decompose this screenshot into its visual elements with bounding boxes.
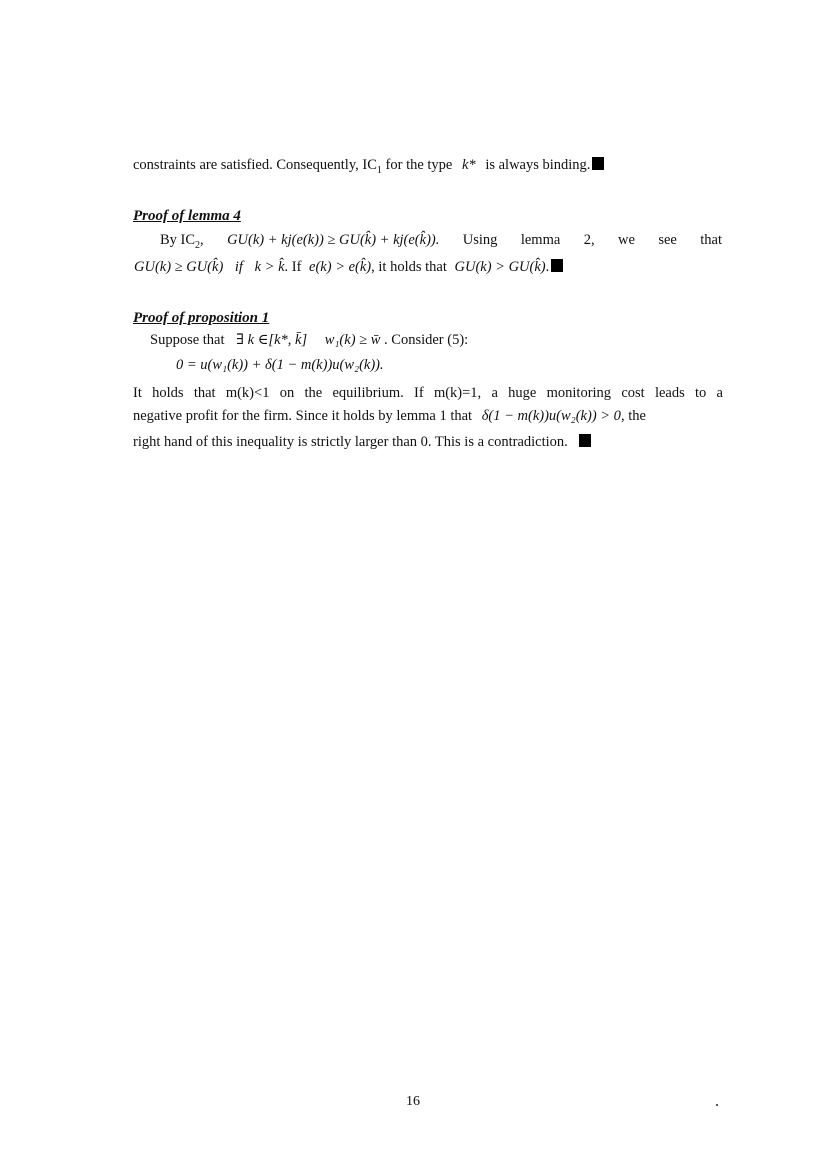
lemma4-comma: , [200, 232, 204, 248]
qed-square [592, 157, 604, 170]
consider-text: . Consider (5): [384, 332, 469, 348]
delta-inequality: δ(1 − m(k))u(w₂(k)) > 0 [481, 408, 621, 424]
gu-strict-inequality: GU(k) > GU(k̂) [454, 259, 546, 275]
w1-inequality: w₁(k) ≥ w̄ [324, 332, 381, 348]
period: . [545, 259, 550, 275]
exists-k-interval: ∃ k ∈[k*, k̄] [236, 332, 308, 348]
e-inequality: e(k) > e(k̂) [309, 259, 372, 275]
word-that: that [700, 232, 722, 248]
para-line-3-text: right hand of this inequality is strictly larger than 0. This is a contradiction. [133, 434, 568, 450]
equation-5: 0 = u(w₁(k)) + δ(1 − m(k))u(w₂(k)). [176, 357, 384, 373]
lemma4-line-2 [134, 258, 563, 276]
word-using: Using [462, 232, 498, 248]
lemma4-line-1 [134, 231, 722, 255]
gu-inequality: GU(k) ≥ GU(k̂) [134, 259, 224, 275]
para-line-2-text: negative profit for the firm. Since it holds by lemma 1 that [133, 408, 473, 424]
prop1-para-line-3 [133, 433, 591, 451]
type-kstar: k* [462, 157, 476, 173]
lemma4-by-text: By IC [160, 232, 196, 248]
heading-proof-proposition-1: Proof of proposition 1 [133, 310, 270, 326]
line1-text3: is always binding. [481, 157, 591, 173]
scan-speck [716, 1104, 718, 1106]
suppose-text: Suppose that [150, 332, 225, 348]
text-if: . If [284, 259, 302, 275]
para-line-2-end: , the [620, 408, 646, 424]
k-greater-khat: k > k̂ [254, 259, 285, 275]
line1-text: constraints are satisfied. Consequently, IC [133, 157, 377, 173]
qed-square [579, 434, 591, 447]
line1-text2: for the type [381, 157, 456, 173]
word-we: we [617, 232, 635, 248]
ic2-subscript: 2 [195, 239, 201, 251]
word-if: if [234, 259, 243, 275]
lemma4-by [160, 231, 204, 255]
word-see: see [658, 232, 677, 248]
prop1-line-1 [150, 331, 468, 349]
ic-subscript: 1 [376, 164, 382, 176]
text-line-constraints [133, 156, 604, 180]
page-number: 16 [406, 1094, 420, 1109]
lemma4-inequality: GU(k) + kj(e(k)) ≥ GU(k̂) + kj(e(k̂)). [227, 232, 440, 248]
para-line-1-text: It holds that m(k)<1 on the equilibrium. If m(k)=1, a huge monitoring cost leads to a [133, 385, 723, 401]
prop1-para-line-2 [133, 407, 646, 425]
word-2: 2, [583, 232, 595, 248]
word-lemma: lemma [520, 232, 561, 248]
prop1-para-line-1 [133, 384, 723, 402]
qed-square [551, 259, 563, 272]
heading-proof-lemma-4: Proof of lemma 4 [133, 208, 241, 224]
text-holds: , it holds that [371, 259, 447, 275]
